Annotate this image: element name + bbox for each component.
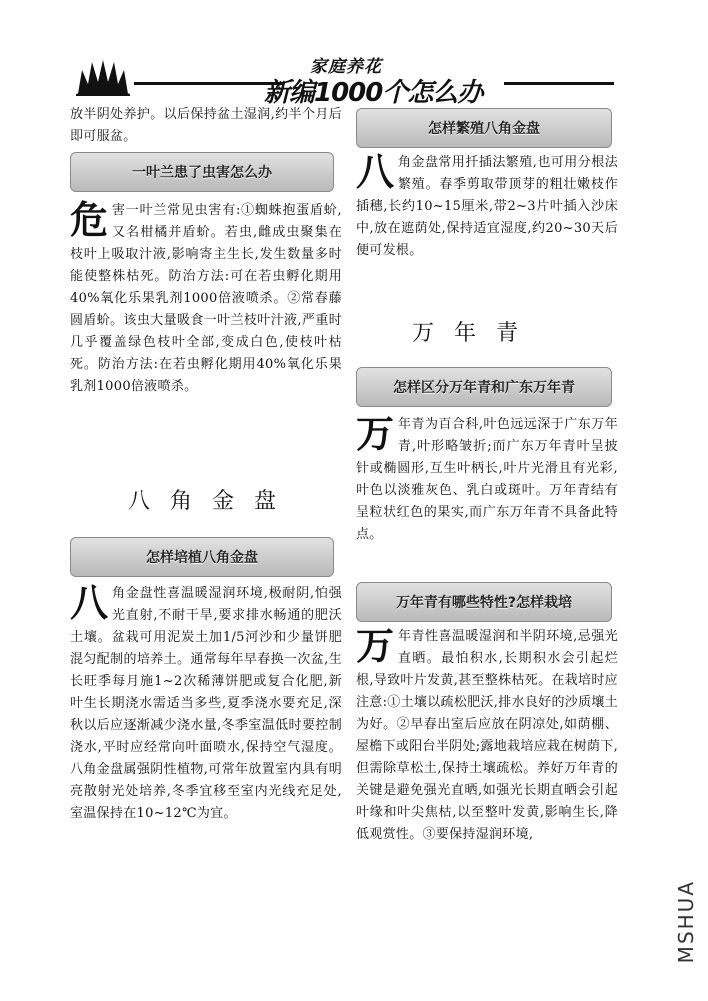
header-big-title: 新编1000个怎么办 [264,78,483,108]
banner-distinguish-wannianqing: 怎样区分万年青和广东万年青 [356,367,612,407]
banner-cultivate-bajiao: 怎样培植八角金盘 [70,537,334,577]
article-cultivate-bajiao [70,583,342,825]
article-text: 年青性喜温暖湿润和半阴环境,忌强光直晒。最怕积水,长期积水会引起烂根,导致叶片发黄,甚至整株枯死。在栽培时应注意:①土壤以疏松肥沃,排水良好的沙质壤土为好。②早春出室后应放在阴凉处,如荫棚、屋檐下或阳台半阴处;露地栽培应栽在树荫下,但需除草松土,保持土壤疏松。养好万年青的关键是避免强光直晒,如强光长期直晒会引起叶缘和叶尖焦枯,以至整叶发黄,影响生长,降低观赏性。③要保持湿润环境, [356,629,618,842]
lotus-logo-icon [74,60,132,96]
dropcap: 八 [70,581,107,625]
article-text: 年青为百合科,叶色远远深于广东万年青,叶形略皱折;而广东万年青叶呈披针或椭圆形,互生叶柄长,叶片光滑且有光彩,叶色以淡雅灰色、乳白或斑叶。万年青结有呈粒状红色的果实,而广东万年青不具备此特点。 [356,417,618,542]
article-text: 角金盘性喜温暖湿润环境,极耐阴,怕强光直射,不耐干旱,要求排水畅通的肥沃土壤。盆栽可用泥炭土加1/5河沙和少量饼肥混匀配制的培养土。通常每年早春换一次盆,生长旺季每月施1~2次稀薄饼肥或复合化肥,新叶生长期浇水需适当多些,夏季浇水要充足,深秋以后应逐渐减少浇水量,冬季室温低时要控制浇水,平时应经常向叶面喷水,保持空气湿度。八角金盘属强阴性植物,可常年放置室内具有明亮散射光处培养,冬季宜移至室内光线充足处,室温保持在10~12℃为宜。 [70,586,342,821]
banner-yiyelan-pests: 一叶兰患了虫害怎么办 [70,152,334,192]
left-intro-text: 放半阴处养护。以后保持盆土湿润,约半个月后即可服盆。 [70,107,342,144]
section-title-wannianqing: 万年青 [412,321,539,346]
article-text: 害一叶兰常见虫害有:①蜘蛛抱蛋盾蚧,又名柑橘并盾蚧。若虫,雌成虫聚集在枝叶上吸取汁液,影响寄主生长,发生数量多时能使整株枯死。防治方法:可在若虫孵化期用40%氧化乐果乳剂1000倍液喷杀。②常春藤圆盾蚧。该虫大量吸食一叶兰枝叶汁液,严重时几乎覆盖绿色枝叶全部,变成白色,使枝叶枯死。防治方法:在若虫孵化期用40%氧化乐果乳剂1000倍液喷杀。 [70,203,342,394]
article-propagate-bajiao [356,152,618,262]
article-yiyelan-pests [70,200,342,398]
article-wannianqing-traits [356,626,618,846]
dropcap: 万 [356,412,393,456]
banner-wannianqing-traits: 万年青有哪些特性?怎样栽培 [356,582,612,622]
header-rule-right [504,82,614,85]
header-small-title: 家庭养花 [310,57,382,77]
header-rule-left [134,82,284,85]
article-text: 角金盘常用扦插法繁殖,也可用分根法繁殖。春季剪取带顶芽的粗壮嫩枝作插穗,长约10~15厘米,带2~3片叶插入沙床中,放在遮荫处,保持适宜湿度,约20~30天后便可发根。 [356,155,618,258]
article-distinguish-wannianqing [356,414,618,546]
dropcap: 万 [356,624,393,668]
dropcap: 八 [356,150,393,194]
section-title-bajiaojinpan: 八角金盘 [128,489,297,514]
dropcap: 危 [70,198,107,242]
page-header [74,52,614,110]
watermark: MSHUA [674,880,698,964]
left-intro [70,104,342,148]
banner-propagate-bajiao: 怎样繁殖八角金盘 [356,108,612,148]
